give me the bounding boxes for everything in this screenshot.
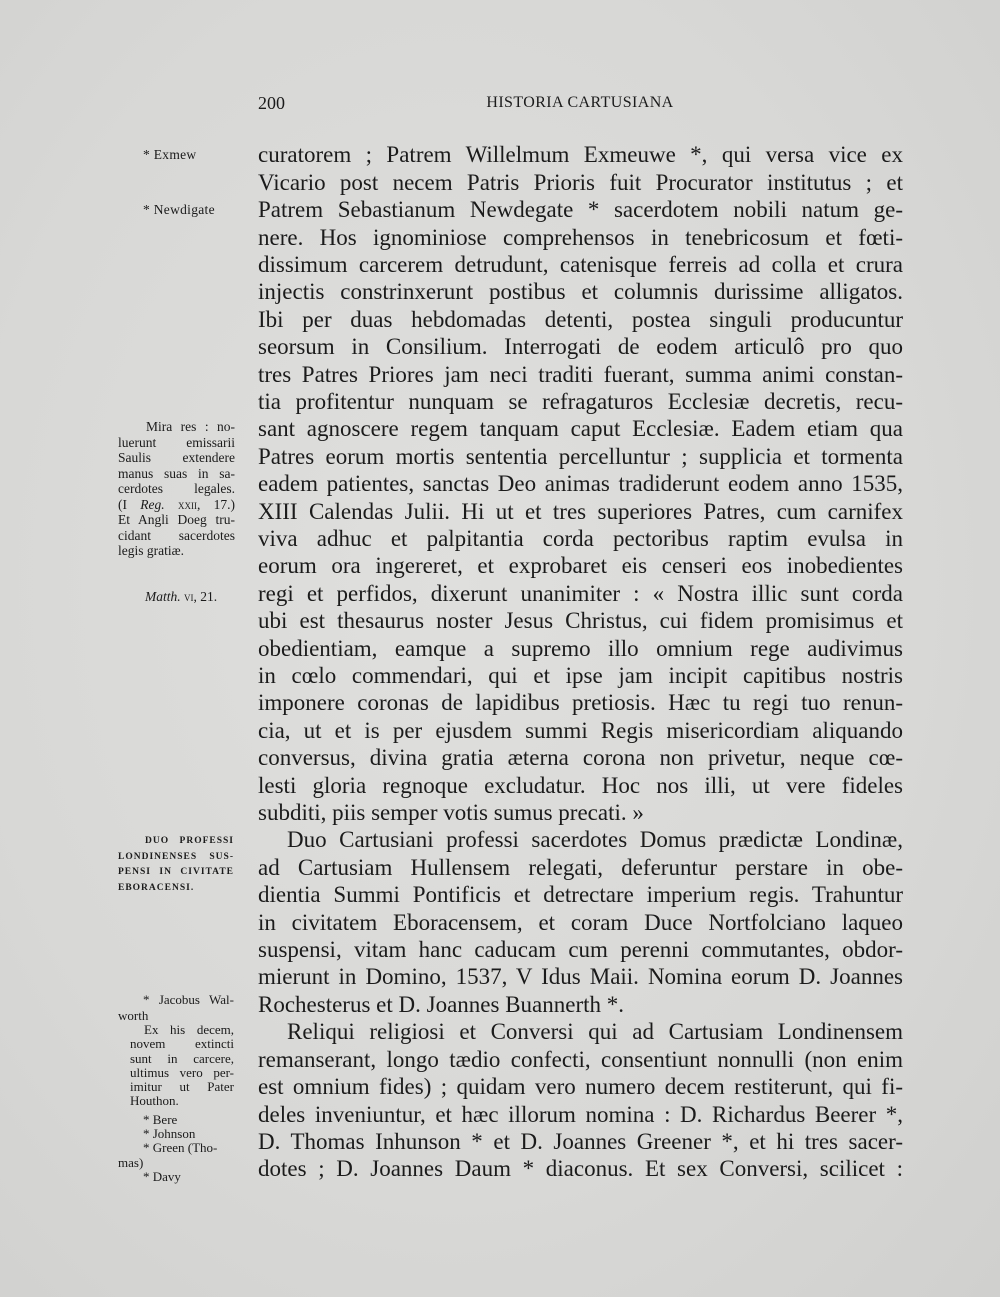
margin-note-line: Ex his decem, xyxy=(144,1022,234,1037)
text-line: seorsum in Consilium. Interrogati de eodem articulô pro quo xyxy=(258,334,903,360)
margin-note-duo-professi xyxy=(118,834,234,897)
margin-note-line: Et Angli Doeg tru- xyxy=(118,512,235,527)
margin-note-exmew: * Exmew xyxy=(143,147,197,162)
text-line: in cœlo commendari, qui et ipse jam incipit capitibus nostris xyxy=(258,663,903,689)
text-line: tres Patres Priores jam neci traditi fuerant, summa animi constan- xyxy=(258,361,903,387)
text-line: dissimum carcerem detrudunt, catenisque ferreis ad colla et crura xyxy=(258,251,903,277)
margin-note-line: Houthon. xyxy=(130,1093,179,1109)
text-line: cia, ut et is per ejusdem summi Regis misericordiam aliquando xyxy=(258,717,903,743)
margin-note-line: * Jacobus Wal- xyxy=(143,992,234,1007)
paragraph xyxy=(258,1018,903,1182)
matthew-ref: vi, 21. xyxy=(184,589,218,604)
text-line: in civitatem Eboracensem, et coram Duce Nortfolciano laqueo xyxy=(258,909,903,935)
margin-note-line: sunt in carcere, xyxy=(130,1050,234,1066)
margin-note-line: Saulis extendere xyxy=(118,450,235,465)
text-line: regi et perfidos, dixerunt unanimiter : « Nostra illic sunt corda xyxy=(258,580,903,606)
text-line: Patres eorum mortis sententia percelluntur ; supplicia et tormenta xyxy=(258,443,903,469)
text-line: tia profitentur nunquam se refragaturos Ecclesiæ decretis, recu- xyxy=(258,388,903,414)
margin-note-line: imitur ut Pater xyxy=(130,1079,234,1095)
text-line: dotes ; D. Joannes Daum * diaconus. Et sex Conversi, scilicet : xyxy=(258,1156,903,1182)
text-line: conversus, divina gratia æterna corona non privetur, neque cœ- xyxy=(258,745,903,771)
text-line: dientia Summi Pontificis et detrectare imperium regis. Trahuntur xyxy=(258,882,903,908)
margin-note-names xyxy=(118,1113,234,1184)
margin-note-newdigate: * Newdigate xyxy=(143,202,215,217)
margin-note-line: ultimus vero per- xyxy=(130,1064,234,1080)
text-line: Reliqui religiosi et Conversi qui ad Cartusiam Londinensem xyxy=(287,1019,903,1045)
text-line: sant agnoscere regem tanquam caput Ecclesiæ. Eadem etiam qua xyxy=(258,416,903,442)
text-line: injectis constrinxerunt postibus et columnis durissime alligatos. xyxy=(258,279,903,305)
text-line: obedientiam, eamque a supremo illo omnium rege audivimus xyxy=(258,635,903,661)
running-title: HISTORIA CARTUSIANA xyxy=(486,94,674,111)
margin-note-line: * Johnson xyxy=(143,1126,196,1142)
margin-note-line: worth xyxy=(118,1007,149,1023)
text-line: imponere coronas de lapidibus pretiosis. Hæc tu regi tuo renun- xyxy=(258,690,903,716)
page-number: 200 xyxy=(258,93,285,113)
text-line: lesti gloria regnoque excludatur. Hoc nos illi, ut vere fideles xyxy=(258,772,903,798)
margin-note-line: DUO PROFESSI xyxy=(145,836,234,846)
citation-prefix: (I xyxy=(118,496,127,512)
text-line: Duo Cartusiani professi sacerdotes Domus prædictæ Londinæ, xyxy=(287,827,903,853)
margin-note-matthew xyxy=(145,589,217,605)
margin-note-line: mas) xyxy=(118,1154,144,1170)
main-text xyxy=(258,141,903,1182)
text-line: nere. Hos ignominiose comprehensos in tenebricosum et fœti- xyxy=(258,224,903,250)
margin-note-ex-his-decem xyxy=(130,1023,234,1109)
text-line: Ibi per duas hebdomadas detenti, postea singuli producuntur xyxy=(258,306,903,332)
text-line: D. Thomas Inhunson * et D. Joannes Greener *, et hi tres sacer- xyxy=(258,1128,903,1154)
text-line: XIII Calendas Julii. Hi ut et tres superiores Patres, cum carnifex xyxy=(258,498,903,524)
margin-note-mira-res xyxy=(118,419,235,559)
matthew-book: Matth. xyxy=(145,589,181,604)
text-line: remanserant, longo tædio confecti, consentiunt nonnulli (non enim xyxy=(258,1046,903,1072)
text-line: suspensi, vitam hanc caducam cum perenni commutantes, obdor- xyxy=(258,937,903,963)
paragraph xyxy=(258,826,903,1018)
text-line: subditi, piis semper votis sumus precati. » xyxy=(258,800,644,826)
paragraph xyxy=(258,141,903,826)
text-line: eorum ora ingereret, et exprobaret eis censeri eos inobedientes xyxy=(258,553,903,579)
text-line: Patrem Sebastianum Newdegate * sacerdotem nobili natum ge- xyxy=(258,197,903,223)
text-line: viva adhuc et palpitantia corda pectoribus raptim evulsa in xyxy=(258,525,903,551)
margin-note-line: cerdotes legales. xyxy=(118,481,235,496)
margin-note-line: legis gratiæ. xyxy=(118,543,184,558)
text-line: mierunt in Domino, 1537, V Idus Maii. Nomina eorum D. Joannes xyxy=(258,964,903,990)
margin-note-line: cidant sacerdotes xyxy=(118,527,235,543)
text-line: ubi est thesaurus noster Jesus Christus, cui fidem promisimus et xyxy=(258,608,903,634)
margin-note-jacobus xyxy=(118,992,234,1023)
citation-ref: xxii, 17.) xyxy=(177,496,235,512)
margin-note-line: LONDINENSES SUS- xyxy=(118,851,234,862)
text-line: ad Cartusiam Hullensem relegati, deferuntur perstare in obe- xyxy=(258,854,903,880)
margin-note-line: Mira res : no- xyxy=(146,419,235,434)
margin-note-line: PENSI IN CIVITATE xyxy=(118,867,234,878)
margin-note-line: manus suas in sa- xyxy=(118,465,235,481)
margin-note-line: EBORACENSI. xyxy=(118,883,195,894)
text-line: Vicario post necem Patris Prioris fuit Procurator institutus ; et xyxy=(258,169,903,195)
margin-note-citation xyxy=(118,497,235,513)
text-line: curatorem ; Patrem Willelmum Exmeuwe *, qui versa vice ex xyxy=(258,142,903,168)
margin-note-line: * Davy xyxy=(143,1168,181,1184)
text-line: est omnium fides) ; quidam vero numero decem restiterunt, qui fi- xyxy=(258,1074,903,1100)
margin-note-line: * Bere xyxy=(143,1112,178,1127)
margin-note-line: luerunt emissarii xyxy=(118,434,235,450)
margin-note-line: * Green (Tho- xyxy=(143,1140,218,1156)
citation-book: Reg. xyxy=(140,496,165,512)
margin-note-line: novem extincti xyxy=(130,1036,234,1052)
text-line: eadem patientes, sanctas Deo animas tradiderunt eodem anno 1535, xyxy=(258,471,903,497)
text-line: Rochesterus et D. Joannes Buannerth *. xyxy=(258,991,625,1017)
text-line: deles inveniuntur, et hæc illorum nomina : D. Richardus Beerer *, xyxy=(258,1101,903,1127)
